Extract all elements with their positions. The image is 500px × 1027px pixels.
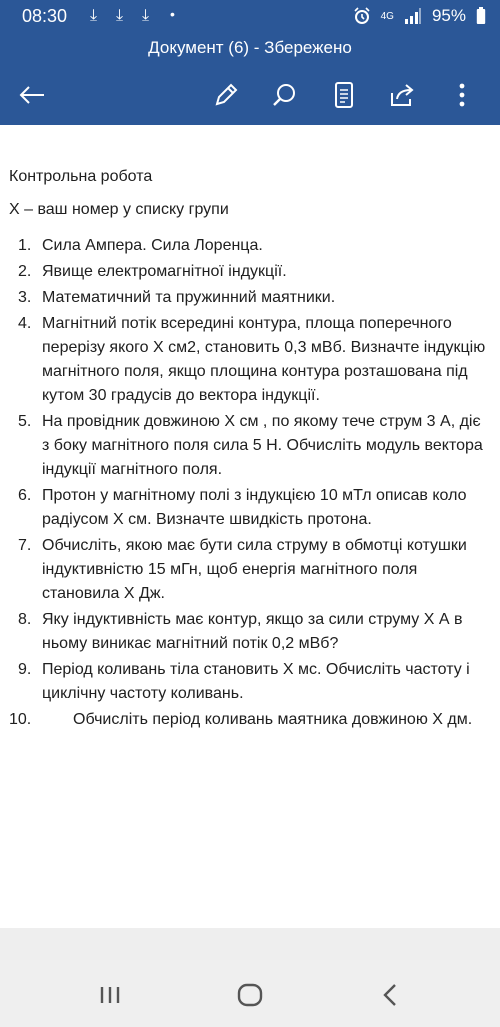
- network-type: 4G: [380, 10, 394, 22]
- status-bar: [0, 0, 500, 36]
- list-item: 9. Період коливань тіла становить Х мс. Обчисліть частоту і циклічну частоту коливань.: [18, 661, 470, 702]
- download-icon: ⤓: [142, 7, 150, 24]
- download-icon: ⤓: [116, 7, 124, 24]
- back-button[interactable]: [16, 80, 48, 110]
- list-item: 8. Яку індуктивність має контур, якщо за сили струму Х А в ньому виникає магнітний потік 0,2 мВб?: [18, 611, 463, 652]
- recent-apps-button[interactable]: [90, 980, 130, 1010]
- home-button[interactable]: [230, 980, 270, 1010]
- edit-button[interactable]: [210, 80, 242, 110]
- list-item: 4. Магнітний потік всередині контура, площа поперечного перерізу якого Х см2, становить 0,3 мВб. Визначте індукцію магнітного поля, якщо площина контура розташована під кутом 30 градусів до вектора індукції.: [18, 315, 486, 404]
- task-list: [9, 234, 489, 732]
- doc-subheading: Х – ваш номер у списку групи: [9, 201, 229, 218]
- reading-view-button[interactable]: [328, 80, 360, 110]
- alarm-icon: [353, 7, 371, 25]
- list-item: 1. Сила Ампера. Сила Лоренца.: [18, 237, 263, 254]
- list-item: 3. Математичний та пружинний маятники.: [18, 289, 336, 306]
- download-icon: ⤓: [90, 7, 98, 24]
- app-bar: [0, 0, 500, 125]
- system-nav-bar: [0, 960, 500, 1027]
- list-item: 10. Обчисліть період коливань маятника довжиною Х дм.: [9, 711, 473, 728]
- signal-icon: [404, 8, 422, 24]
- arrow-left-icon: [18, 85, 46, 105]
- share-icon: [388, 82, 416, 108]
- document-title: Документ (6) - Збережено: [148, 38, 352, 57]
- pencil-icon: [213, 82, 239, 108]
- status-right: [353, 6, 486, 26]
- document-body[interactable]: [9, 165, 489, 734]
- notification-dot-icon: •: [170, 6, 175, 22]
- more-options-button[interactable]: [446, 80, 478, 110]
- back-nav-button[interactable]: [370, 980, 410, 1010]
- search-button[interactable]: [268, 80, 300, 110]
- more-vertical-icon: [458, 82, 466, 108]
- status-time: 08:30: [22, 6, 68, 26]
- list-item: 6. Протон у магнітному полі з індукцією 10 мТл описав коло радіусом Х см. Визначте швидкість протона.: [18, 487, 467, 528]
- chevron-left-icon: [381, 983, 399, 1007]
- battery-icon: [476, 7, 486, 25]
- battery-level: 95%: [431, 6, 466, 25]
- recent-apps-icon: [98, 985, 122, 1005]
- share-button[interactable]: [386, 80, 418, 110]
- document-page[interactable]: [0, 125, 500, 928]
- home-icon: [237, 983, 263, 1007]
- reading-view-icon: [333, 81, 355, 109]
- list-item: 5. На провідник довжиною Х см , по якому тече струм 3 А, діє з боку магнітного поля сила 5 Н. Обчисліть модуль вектора індукції магнітного поля.: [18, 413, 483, 478]
- list-item: 7. Обчисліть, якою має бути сила струму в обмотці котушки індуктивністю 15 мГн, щоб енергія магнітного поля становила Х Дж.: [18, 537, 467, 602]
- list-item: 2. Явище електромагнітної індукції.: [18, 263, 287, 280]
- doc-heading: Контрольна робота: [9, 168, 153, 185]
- search-icon: [271, 82, 297, 108]
